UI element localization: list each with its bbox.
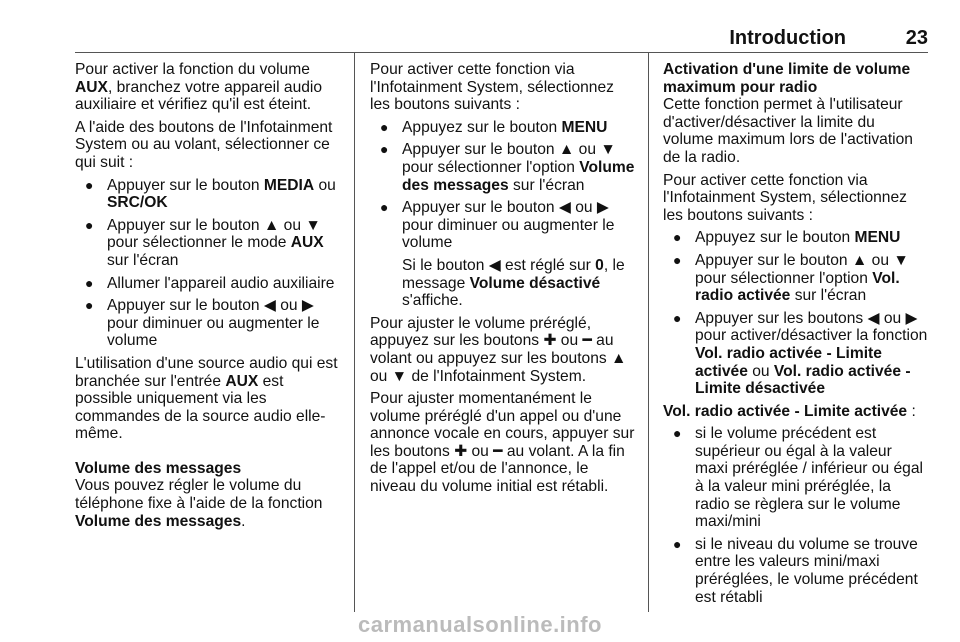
paragraph: Pour activer cette fonction via l'Infotainment System, sélectionnez les boutons suivants : [663, 171, 907, 224]
bullet-icon: ● [85, 297, 94, 314]
list-item-note: Si le bouton ◀ est réglé sur 0, le message Volume désactivé s'affiche. [402, 256, 625, 310]
bullet-icon: ● [380, 118, 389, 135]
list-item: ● si le volume précédent est supérieur ou égal à la valeur maxi préréglée / inférieur ou égal à la valeur mini préréglée, la radio se règlera sur le volume maxi/mini [673, 425, 923, 531]
paragraph: Pour ajuster le volume préréglé, appuyez sur les boutons ✚ ou ━ au volant ou appuyez sur les boutons ▲ ou ▼ de l'Infotainment System. [370, 314, 627, 385]
column-3 [663, 61, 929, 611]
column-1 [75, 61, 343, 535]
bullet-icon: ● [85, 274, 94, 291]
list-item: ● Appuyer sur le bouton ▲ ou ▼ pour sélectionner le mode AUX sur l'écran [85, 216, 324, 269]
list-item: ● Appuyer sur le bouton ◀ ou ▶ pour diminuer ou augmenter le volume [85, 297, 320, 350]
list-item: ● Appuyer sur les boutons ◀ ou ▶ pour activer/désactiver la fonction Vol. radio activée - Limite activée ou Vol. radio activée - Limite désactivée [673, 309, 928, 398]
column-divider-2 [648, 52, 649, 612]
paragraph: Vol. radio activée - Limite activée : [663, 402, 916, 420]
header-rule [75, 52, 928, 53]
list-item: ● Appuyer sur le bouton ◀ ou ▶ pour diminuer ou augmenter le volume [380, 199, 615, 252]
bullet-icon: ● [673, 425, 682, 442]
bullet-icon: ● [673, 535, 682, 552]
page-header [75, 27, 928, 51]
watermark: carmanualsonline.info [358, 612, 602, 637]
bullet-icon: ● [673, 229, 682, 246]
list-item: ● Appuyer sur le bouton ▲ ou ▼ pour sélectionner l'option Volume des messages sur l'écran [380, 141, 635, 194]
column-divider-1 [354, 52, 355, 612]
list-item: ● si le niveau du volume se trouve entre les valeurs mini/maxi préréglées, le volume précédent est rétabli [673, 535, 918, 606]
paragraph: Cette fonction permet à l'utilisateur d'activer/désactiver la limite du volume maximum lors de l'activation de la radio. [663, 96, 913, 166]
bullet-icon: ● [673, 251, 682, 268]
paragraph: A l'aide des boutons de l'Infotainment System ou au volant, sélectionner ce qui suit : [75, 118, 333, 171]
section-title: Introduction [729, 27, 846, 49]
bullet-icon: ● [85, 216, 94, 233]
bullet-icon: ● [673, 309, 682, 326]
bullet-icon: ● [380, 141, 389, 158]
list-item: ● Appuyer sur le bouton ▲ ou ▼ pour sélectionner l'option Vol. radio activée sur l'écran [673, 251, 909, 305]
page-number: 23 [905, 27, 928, 49]
column-2 [370, 61, 636, 501]
list-item: ● Allumer l'appareil audio auxiliaire [85, 274, 335, 292]
list-item: ● Appuyer sur le bouton MEDIA ou SRC/OK [85, 176, 336, 212]
list-item: ● Appuyez sur le bouton MENU [380, 118, 608, 136]
paragraph: Pour activer la fonction du volume AUX, branchez votre appareil audio auxiliaire et vérifiez qu'il est éteint. [75, 61, 323, 114]
bullet-icon: ● [380, 199, 389, 216]
paragraph: L'utilisation d'une source audio qui est branchée sur l'entrée AUX est possible uniquement via les commandes de la source audio elle-même. [75, 354, 338, 443]
subheading: Volume des messages [75, 459, 242, 477]
list-item: ● Appuyez sur le bouton MENU [673, 229, 901, 247]
bullet-icon: ● [85, 176, 94, 193]
paragraph: Pour ajuster momentanément le volume préréglé d'un appel ou d'une annonce vocale en cours, appuyer sur les boutons ✚ ou ━ au volant. A la fin de l'appel et/ou de l'annonce, le niveau du volume initial est rétabli. [370, 390, 635, 496]
subheading: Activation d'une limite de volume maximum pour radio [663, 61, 911, 96]
paragraph: Vous pouvez régler le volume du téléphone fixe à l'aide de la fonction Volume des messages. [75, 477, 323, 530]
paragraph: Pour activer cette fonction via l'Infotainment System, sélectionnez les boutons suivants : [370, 61, 614, 114]
